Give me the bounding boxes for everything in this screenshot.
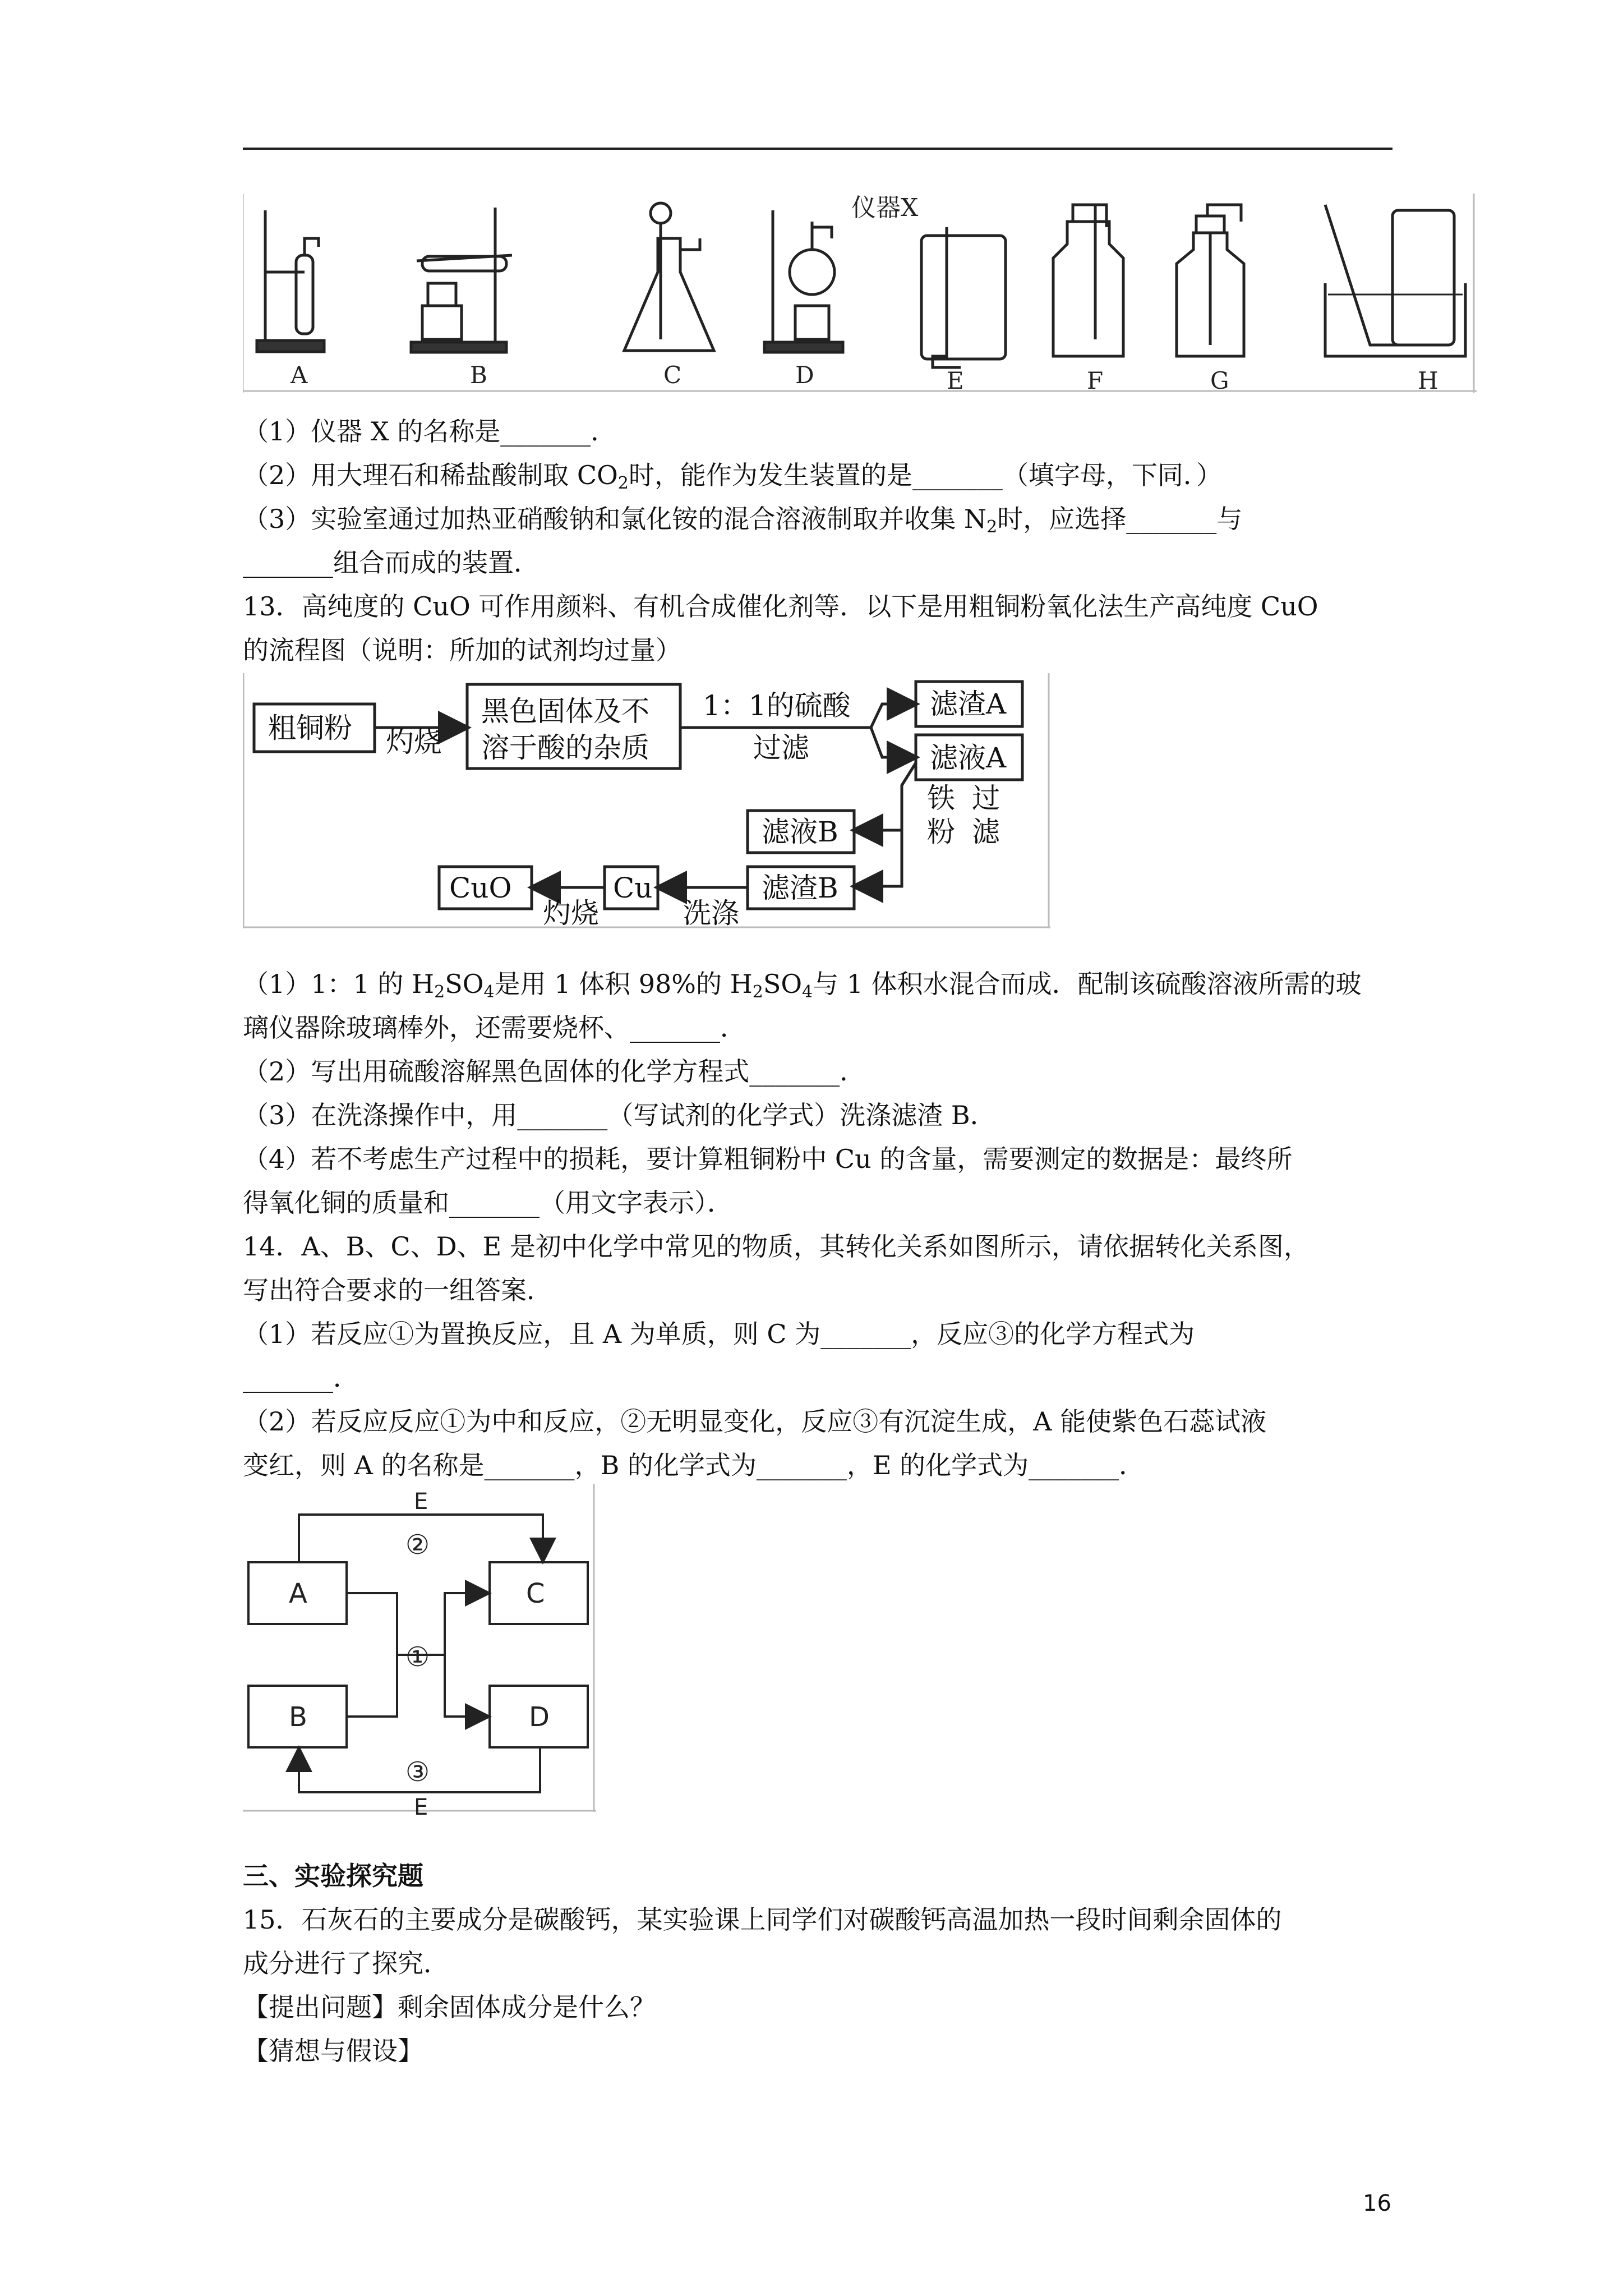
q13-part3: （3）在洗涤操作中，用_______（写试剂的化学式）洗涤滤渣 B．: [243, 1100, 996, 1130]
apparatus-figure: [243, 194, 1477, 395]
label-g: G: [1210, 367, 1229, 394]
text-fragment: 与 1 体积水混合而成．配制该硫酸溶液所需的玻: [813, 969, 1362, 999]
text-fragment: 时，应选择_______与: [997, 504, 1243, 534]
flow-wash: 洗涤: [683, 897, 739, 930]
apparatus-b-heating-setup: [411, 208, 512, 352]
apparatus-d-flask-stand: [764, 210, 843, 352]
apparatus-f-gas-bottle: [1053, 205, 1123, 356]
q15-line-2: 成分进行了探究．: [243, 1948, 449, 1978]
label-e: E: [947, 367, 964, 394]
flow-filtrate-a: 滤液A: [930, 742, 1007, 774]
label-h: H: [1418, 367, 1438, 394]
flow-acid: 1：1的硫酸: [703, 689, 851, 722]
conversion-diagram: [243, 1484, 596, 1815]
flow-residue-b: 滤渣B: [762, 872, 838, 904]
apparatus-g-gas-bottle: [1177, 205, 1244, 356]
label-e-bottom: E: [414, 1795, 428, 1815]
node-b: B: [289, 1701, 307, 1733]
flow-filter-2b: 滤: [972, 816, 1000, 848]
flow-black-solid-1: 黑色固体及不: [481, 695, 649, 728]
text-fragment: （3）实验室通过加热亚硝酸钠和氯化铵的混合溶液制取并收集 N: [243, 504, 987, 534]
q14-part2: （2）若反应反应①为中和反应，②无明显变化，反应③有沉淀生成，A 能使紫色石蕊试液: [243, 1406, 1267, 1437]
header-rule: [243, 148, 1393, 150]
flow-crude-copper: 粗铜粉: [268, 712, 352, 744]
reaction-2: ②: [405, 1529, 430, 1561]
text-fragment: 时，能作为发生装置的是_______（填字母，下同．）: [628, 460, 1222, 490]
q15-ask: 【提出问题】剩余固体成分是什么？: [243, 1992, 656, 2022]
apparatus-e-instrument-x: [851, 194, 1006, 367]
flow-cuo: CuO: [449, 872, 512, 904]
label-a: A: [291, 361, 308, 389]
text-fragment: 2: [752, 982, 763, 1002]
flow-black-solid-2: 溶于酸的杂质: [481, 731, 649, 764]
q14-part2-cont: 变红，则 A 的名称是_______，B 的化学式为_______，E 的化学式为_______．: [243, 1450, 1145, 1480]
flow-cu: Cu: [613, 872, 653, 904]
flow-filter-2a: 过: [972, 782, 1000, 815]
text-fragment: 2: [617, 473, 629, 493]
label-c: C: [663, 361, 682, 389]
flow-filter-1: 过滤: [753, 731, 809, 764]
node-d: D: [529, 1701, 550, 1733]
text-fragment: SO: [445, 969, 484, 999]
q14-part1: （1）若反应①为置换反应，且 A 为单质，则 C 为_______，反应③的化学方程式为: [243, 1319, 1195, 1349]
flow-iron-1: 铁: [927, 782, 955, 815]
q14-part1-cont: _______．: [243, 1363, 359, 1393]
flow-residue-a: 滤渣A: [930, 688, 1007, 720]
q13-part1-cont: 璃仪器除玻璃棒外，还需要烧杯、_______．: [243, 1013, 746, 1043]
q14-intro-2: 写出符合要求的一组答案．: [243, 1275, 552, 1305]
label-d: D: [795, 361, 814, 389]
flow-filtrate-b: 滤液B: [762, 816, 838, 848]
label-f: F: [1087, 367, 1104, 394]
text-fragment: SO: [763, 969, 803, 999]
reaction-1: ①: [405, 1641, 430, 1673]
instrument-x-label: 仪器X: [851, 194, 919, 222]
q13-intro-1: 13．高纯度的 CuO 可作用颜料、有机合成催化剂等．以下是用粗铜粉氧化法生产高纯度 CuO: [243, 591, 1318, 622]
reaction-3: ③: [405, 1756, 430, 1788]
q12-part1: （1）仪器 X 的名称是_______．: [243, 416, 617, 447]
q13-part2: （2）写出用硫酸溶解黑色固体的化学方程式_______．: [243, 1056, 866, 1087]
text-fragment: （2）用大理石和稀盐酸制取 CO: [243, 460, 618, 490]
apparatus-a-test-tube-stand: [257, 210, 324, 352]
text-fragment: 2: [986, 517, 998, 537]
flow-iron-2: 粉: [927, 816, 955, 848]
apparatus-h-water-trough: [1325, 205, 1465, 356]
section-title: 三、实验探究题: [243, 1861, 423, 1891]
flow-burn-1: 灼烧: [386, 726, 442, 758]
text-fragment: 2: [434, 982, 445, 1002]
label-e-top: E: [414, 1489, 428, 1515]
q12-part3-cont: _______组合而成的装置．: [243, 547, 540, 578]
label-b: B: [470, 361, 487, 389]
text-fragment: 是用 1 体积 98%的 H: [494, 969, 753, 999]
copper-flowchart: [243, 673, 1050, 931]
q15-guess: 【猜想与假设】: [243, 2036, 423, 2066]
q15-line-1: 15．石灰石的主要成分是碳酸钙，某实验课上同学们对碳酸钙高温加热一段时间剩余固体的: [243, 1904, 1282, 1935]
node-a: A: [289, 1578, 307, 1609]
apparatus-c-erlenmeyer: [624, 203, 714, 351]
q13-intro-2: 的流程图（说明：所加的试剂均过量）: [243, 635, 681, 665]
q13-part4-cont: 得氧化铜的质量和_______（用文字表示）．: [243, 1188, 733, 1218]
text-fragment: 4: [483, 982, 495, 1002]
page-number: 16: [1363, 2191, 1391, 2216]
text-fragment: 4: [802, 982, 813, 1002]
text-fragment: （1）1：1 的 H: [243, 969, 435, 999]
q14-intro-1: 14．A、B、C、D、E 是初中化学中常见的物质，其转化关系如图所示，请依据转化关系图，: [243, 1231, 1310, 1262]
q13-part4: （4）若不考虑生产过程中的损耗，要计算粗铜粉中 Cu 的含量，需要测定的数据是：最终所: [243, 1144, 1293, 1174]
node-c: C: [526, 1578, 545, 1609]
flow-burn-2: 灼烧: [543, 897, 599, 930]
